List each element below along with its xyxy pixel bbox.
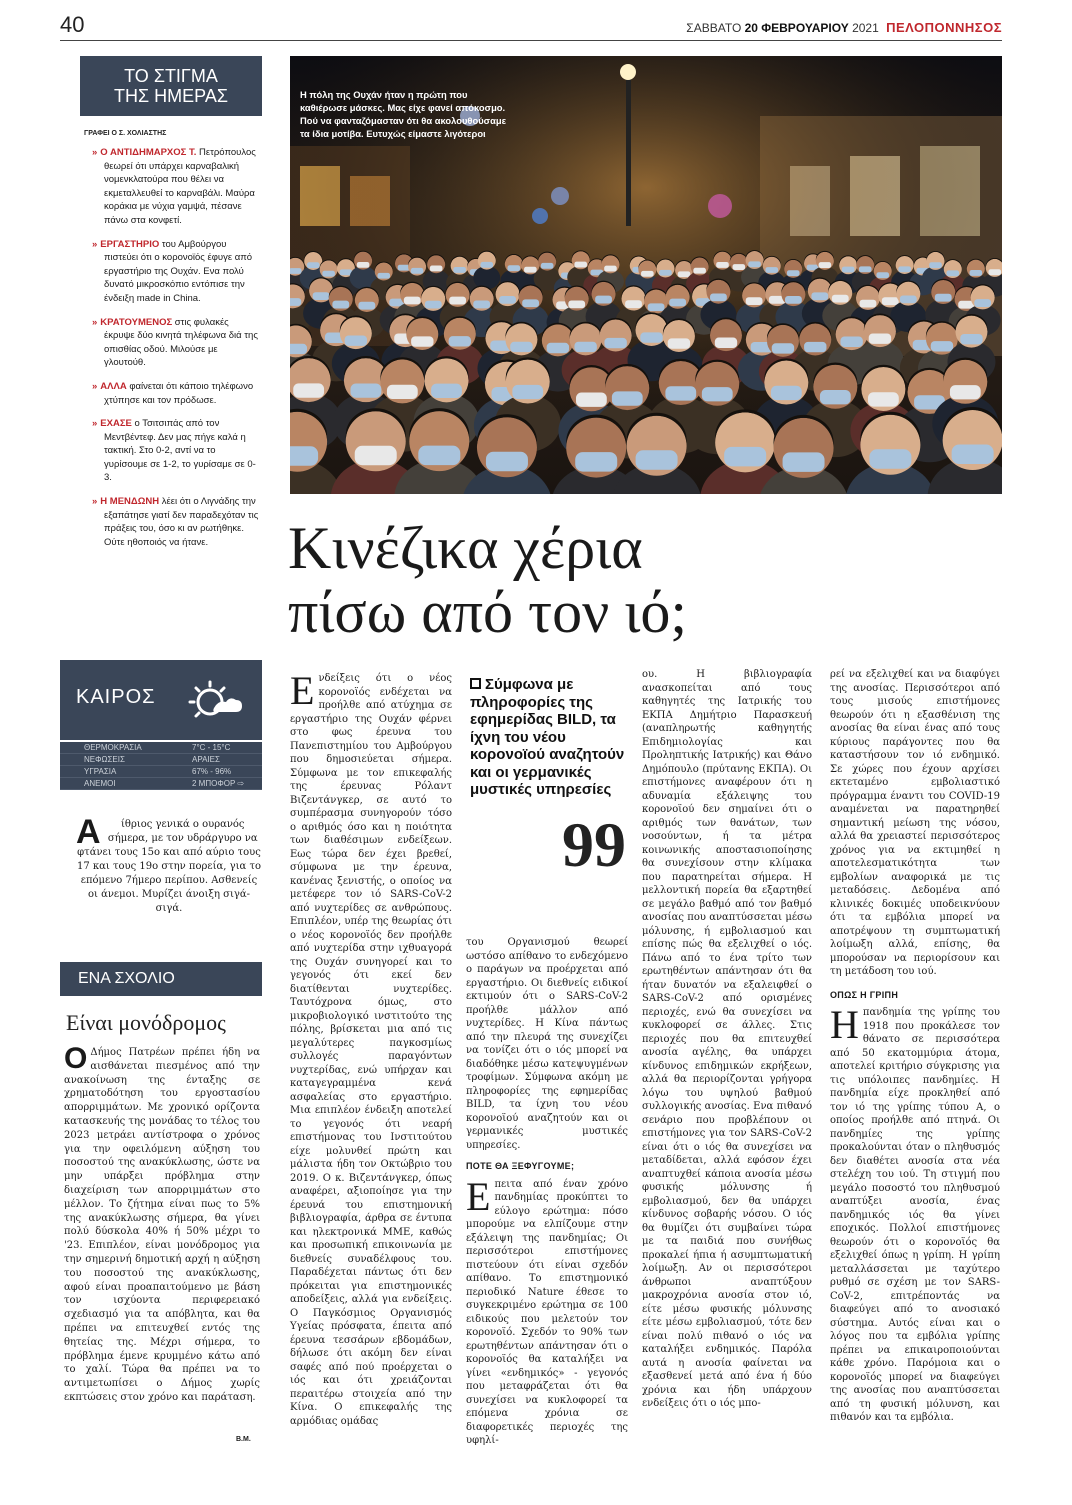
crowd-face-mask: [595, 296, 612, 304]
crowd-face-mask: [290, 446, 318, 466]
crowd-face-mask: [960, 334, 982, 344]
crowd-face-mask: [974, 299, 991, 307]
stigma-section-title: [80, 56, 262, 116]
crowd-face-mask: [840, 337, 862, 347]
crowd-face-mask: [748, 261, 761, 267]
newspaper-name: ΠΕΛΟΠΟΝΝΗΣΟΣ: [886, 20, 1002, 35]
stigma-item: [84, 238, 260, 306]
crowd-face-mask: [322, 271, 335, 277]
crowd-face-mask: [952, 445, 994, 465]
crowd-face-mask: [510, 342, 532, 352]
crowd-face-mask: [746, 297, 763, 305]
crowd-face-mask: [636, 450, 678, 470]
subhead-opos-i-gripi: ΟΠΩΣ Η ΓΡΙΠΗ: [830, 989, 899, 1000]
stigma-item-text: φαίνεται ότι κάποιο τηλέφωνο χτύπησε και τον πρόδωσε.: [104, 380, 254, 406]
date-year: 2021: [848, 21, 879, 35]
weather-text-body: ίθριος γενικά ο ουρανός σήμερα, με τον υδράργυρο να φτάνει τους 15ο και από αύριο τους 17 και τους 19ο στην πορεία, για το επόμενο 7ήμερο περίπου. Ασθενείς οι άνεμοι. Μυρίζει άνοιξη σιγά-σιγά.: [76, 819, 261, 914]
crowd-face-mask: [351, 383, 382, 397]
crowd-face-mask: [868, 392, 899, 406]
stigma-item-text: του Αμβούργου πιστεύει ότι ο κορονοϊός έφυγε από εργαστήριο της Ουχάν. Ενα πολύ δυνατό μικροσκόπιο εντόπισε την ένδειξη made in China.: [104, 238, 253, 304]
article-headline: [288, 516, 1000, 644]
crowd-face-mask: [765, 267, 778, 273]
crowd-face-mask: [900, 295, 917, 303]
article-col4b-text: πανδημία της γρίπης του 1918 που προκάλεσε τον θάνατο σε περισσότερα από 50 εκατομμύρια άτομα, αποτελεί κριτήριο σύγκρισης για τις υπόλοιπες πανδημίες. Η πανδημία είχε προκληθεί από τον ιό της γρίπης τύπου Α, ο οποίος προήλθε από πτηνά. Οι πανδημίες της γρίπης προκαλούνται όταν ο πληθυσμός δεν διαθέτει ανοσία στα νέα στελέχη του ιού. Τη στιγμή που μεγάλο ποσοστό του πληθυσμού αναπτύξει ανοσία, ένας πανδημικός ιός θα γίνει εποχικός. Πολλοί επιστήμονες θεωρούν ότι ο κορονοϊός θα εξελιχθεί όπως η γρίπη. Η γρίπη μεταλλάσσεται με ταχύτερο ρυθμό σε σχέση με τον SARS-CoV-2, επιτρέποντάς να διαφεύγει από το ανοσιακό σύστημα. Αυτός είναι και ο λόγος που τα εμβόλια γρίπης πρέπει να επικαιροποιούνται κάθε χρόνο. Παρόμοια και ο κορονοϊός μπορεί να διαφεύγει της ανοσίας που αναπτύσσεται από τη φυσική μόλυνση, και πιθανόν και τα εμβόλια.: [830, 1007, 1000, 1423]
article-col2b-dropcap: Ε: [466, 1173, 491, 1219]
crowd-face-mask: [411, 336, 433, 346]
crowd-face-mask: [640, 332, 662, 342]
crowd-face-mask: [820, 390, 851, 404]
crowd-face-mask: [453, 267, 466, 273]
pull-quote-text: Σύμφωνα με πληροφορίες της εφημερίδας BILD, τα ίχνη του νέου κορονοϊού αναζητούν και οι γερμανικές μυστικές υπηρεσίες: [470, 676, 625, 798]
crowd-face-mask: [480, 262, 493, 268]
crowd-face-mask: [486, 452, 528, 472]
crowd-face-mask: [449, 297, 466, 305]
crowd-face-mask: [710, 293, 727, 301]
article-column-2-pull: [470, 676, 626, 880]
stigma-item-lead: ΕΡΓΑΣΤΗΡΙΟ: [100, 238, 160, 250]
weather-row: [60, 742, 262, 754]
crowd-face-mask: [431, 384, 462, 398]
stigma-item-lead: Ο ΑΝΤΙΔΗΜΑΡΧΟΣ Τ.: [100, 147, 197, 158]
stigma-item-lead: ΑΛΛΑ: [100, 380, 127, 392]
comment-body: [64, 1042, 260, 1405]
crowd-face-mask: [357, 262, 370, 268]
crowd-face-mask: [358, 302, 375, 310]
comment-section-title: ΕΝΑ ΣΧΟΛΙΟ: [60, 962, 262, 996]
stigma-item: [84, 495, 260, 549]
article-column-2: [466, 936, 628, 1448]
article-col4b-para: [830, 1002, 1000, 1425]
crowd-face-mask: [715, 338, 737, 348]
crowd-face-mask: [290, 298, 301, 306]
crowd-face-mask: [771, 386, 802, 400]
crowd-face-mask: [625, 300, 642, 308]
headline-line1: Κινέζικα χέρια: [288, 515, 643, 581]
crowd-face-mask: [869, 449, 911, 469]
article-col2b-text: πειτα από έναν χρόνο πανδημίας προκύπτει το εύλογο ερώτημα: πόσο μπορούμε να ελπίζουμε στην εξάλειψη της πανδημίας; Οι περισσότεροι επιστήμονες πιστεύουν ότι είναι σχεδόν απίθανο. Το επιστημονικό περιοδικό Nature έθεσε το συγκεκριμένο ερώτημα σε 100 ειδικούς που μελετούν τον κορονοϊό. Σχεδόν το 90% των ερωτηθέντων απάντησαν ότι ο κορονοϊός θα καταλήξει να γίνει «ενδημικός» - γεγονός που μεταφράζεται ότι θα συνεχίσει να κυκλοφορεί τα επόμενα χρόνια σε διαφορετικές περιοχές της υφηλί-: [466, 1178, 628, 1446]
article-col4b-dropcap: Η: [830, 1002, 859, 1047]
weather-row: [60, 778, 262, 790]
crowd-face-mask: [832, 295, 849, 303]
weather-label: ΝΕΦΩΣΕΙΣ: [84, 755, 125, 764]
crowd-face-mask: [387, 385, 418, 399]
crowd-face-mask: [931, 341, 953, 351]
stigma-title-line1: ΤΟ ΣΤΙΓΜΑ: [124, 66, 218, 86]
crowd-face-mask: [449, 336, 471, 346]
crowd-face-mask: [473, 301, 490, 309]
subhead-pote-tha-xefygoume: ΠΟΤΕ ΘΑ ΞΕΦΥΓΟΥΜΕ;: [466, 1161, 575, 1171]
date-prefix: ΣΑΒΒΑΤΟ: [686, 21, 745, 35]
crowd-face-mask: [576, 393, 607, 407]
stigma-item: [84, 417, 260, 485]
crowd-face-mask: [935, 294, 952, 302]
crowd-face-mask: [512, 385, 543, 399]
double-arrow-icon: »: [92, 380, 98, 392]
crowd-face-mask: [678, 271, 691, 277]
double-arrow-icon: »: [92, 496, 98, 508]
date-bold: 20 ΦΕΒΡΟΥΑΡΙΟΥ: [744, 21, 849, 35]
page-number: 40: [60, 12, 85, 37]
stigma-item-lead: ΚΡΑΤΟΥΜΕΝΟΣ: [100, 316, 173, 328]
crowd-face-mask: [950, 385, 981, 399]
weather-header: [60, 660, 262, 740]
crowd-face-mask: [869, 333, 891, 343]
article-col2b-para: [466, 1173, 628, 1448]
crowd-face-mask: [508, 265, 521, 271]
crowd-face-mask: [404, 297, 421, 305]
article-col1-text: νδείξεις ότι ο νέος κορονοϊός ενδέχεται να προήλθε από ατύχημα σε εργαστήριο της Ουχάν φέρνει στο φως έρευνα του Πανεπιστημίου του Αμβούργου που δημοσιεύεται σήμερα. Σύμφωνα με τον επικεφαλής της έρευνας Ρόλαντ Βιζεντάνγκερ, σε αυτό το συμπέρασμα συνηγορούν τόσο ο αριθμός όσο και η ποιότητα των διαθέσιμων ενδείξεων. Εως τώρα δεν έχει βρεθεί, σύμφωνα με την έρευνα, κανένας ξενιστής, ο οποίος να μετέφερε τον ιό SARS-CoV-2 από νυχτερίδες σε ανθρώπους. Επιπλέον, υπέρ της θεωρίας ότι ο νέος κορονοϊός δεν προήλθε από νυχτερίδα στην ιχθυαγορά της Ουχάν συνηγορεί και το γεγονός ότι εκεί δεν διατίθενται νυχτερίδες. Ταυτόχρονα όμως, στο μικροβιολογικό ινστιτούτο της πόλης, βρίσκεται μια από τις μεγαλύτερες παγκοσμίως συλλογές παραγόντων νυχτερίδας, ενώ υπήρχαν και καταγεγραμμένα κενά ασφαλείας στο εργαστήριο. Μια επιπλέον ένδειξη αποτελεί το γεγονός ότι νεαρή επιστήμονας του Ινστιτούτου είχε μολυνθεί πρώτη και μάλιστα ήδη τον Οκτώβριο του 2019. Ο κ. Βιζεντάνγκερ, όπως αναφέρει, αξιοποίησε για την έρευνά του επιστημονική βιβλιογραφία, άρθρα σε έντυπα και ηλεκτρονικά ΜΜΕ, καθώς και προσωπική επικοινωνία με διεθνείς συναδέλφους του. Παραδέχεται πάντως ότι δεν πρόκειται για επιστημονικές αποδείξεις, αλλά για ενδείξεις. Ο Παγκόσμιος Οργανισμός Υγείας πρόσφατα, έπειτα από έρευνα τεσσάρων εβδομάδων, δήλωσε ότι ακόμη δεν είναι σαφές από πού προέρχεται ο ιός και ότι χρειάζονται περαιτέρω στοιχεία από την Κίνα. Ο επικεφαλής της αρμόδιας ομάδας: [290, 673, 452, 1427]
crowd-face-mask: [783, 452, 825, 472]
weather-sun-icon: [188, 676, 244, 726]
crowd-face-mask: [547, 343, 569, 353]
weather-value: ΑΡΑΙΕΣ: [192, 755, 220, 764]
weather-table: [60, 742, 262, 790]
crowd-face-mask: [574, 342, 596, 352]
crowd-face-mask: [772, 343, 794, 353]
crowd-face-mask: [876, 272, 889, 278]
stigma-item-text: Πετρόπουλος θεωρεί ότι υπάρχει καρναβαλική νομενκλατούρα που θέλει να εκμεταλλευθεί το καρναβάλι. Μαύρα κοράκια με νύχια γαμψά, πέσανε πάνω στα κονφετί.: [104, 147, 256, 226]
weather-label: ΥΓΡΑΣΙΑ: [84, 767, 117, 776]
weather-row: [60, 754, 262, 766]
stigma-item-lead: Η ΜΕΝΔΩΝΗ: [100, 496, 160, 508]
crowd-face-mask: [574, 262, 587, 268]
crowd-face-mask: [568, 300, 585, 308]
weather-value: 7°C - 15°C: [192, 743, 231, 752]
crowd-face-mask: [988, 269, 1001, 275]
stigma-item-text: στις φυλακές έκρυψε δύο κινητά τηλέφωνα διά της οπισθίας οδού. Μιλούσε με γλουτούθ.: [104, 316, 258, 369]
stigma-list: [84, 146, 260, 559]
crowd-face-mask: [882, 297, 899, 305]
weather-value: 2 ΜΠΟΦΟΡ ⇨: [192, 779, 245, 788]
crowd-face-mask: [804, 342, 826, 352]
crowd-face-mask: [604, 338, 626, 348]
crowd-face-mask: [332, 301, 349, 309]
double-arrow-icon: »: [92, 238, 98, 250]
double-arrow-icon: »: [92, 316, 98, 328]
crowd-face-mask: [898, 266, 911, 272]
double-arrow-icon: »: [92, 147, 98, 158]
crowd-face-mask: [411, 268, 424, 274]
crowd-face-mask: [929, 262, 942, 268]
crowd-face-mask: [418, 446, 460, 466]
weather-dropcap: Α: [76, 813, 101, 851]
stigma-item-lead: ΕΧΑΣΕ: [100, 418, 132, 430]
stigma-item-text: λέει ότι ο Λιγνάδης την εξαπάτησε γιατί δεν παραδεχόταν τις πράξεις του, όσο κι αν ρωτήθηκε. Ούτε ηθοποιός να ήτανε.: [104, 496, 259, 548]
double-arrow-icon: »: [92, 418, 98, 430]
article-col2-text: του Οργανισμού θεωρεί ωστόσο απίθανο το ενδεχόμενο ο παράγων να προέρχεται από εργαστήριο. Οι διεθνείς ειδικοί εκτιμούν ότι ο SARS-CoV-2 προήλθε μάλλον από νυχτερίδες. Η Κίνα πάντως από την πλευρά της συνεχίζει να τονίζει ότι ο ιός μπορεί να διαδόθηκε μέσω κατεψυγμένων τροφίμων. Σύμφωνα ακόμη με πληροφορίες της εφημερίδας BILD, τα ίχνη του νέου κορονοϊού αναζητούν και οι γερμανικές μυστικές υπηρεσίες.: [466, 937, 628, 1151]
crowd-face-mask: [345, 335, 367, 345]
crowd-face-mask: [430, 266, 443, 272]
article-column-3: [642, 668, 812, 1411]
article-col4a-text: ρεί να εξελιχθεί και να διαφύγει της ανοσίας. Περισσότεροι από τους μισούς επιστήμονες θεωρούν ότι η εξασθένιση της ανοσίας θα είναι ένας από τους κύριους παράγοντες που θα καταστήσουν τον ιό ενδημικό. Σε χώρες που έχουν αρχίσει εκτεταμένο εμβολιαστικό πρόγραμμα έναντι του COVID-19 αναμένεται να παρατηρηθεί σημαντική μείωση της νόσου, αλλά θα χρειαστεί περισσότερος χρόνος για να εκτιμηθεί η αποτελεσματικότητα των εμβολίων αναφορικά με τις μεταδόσεις. Δεδομένα από κλινικές δοκιμές υποδεικνύουν ότι τα εμβόλια μπορεί να αποτρέψουν τη συμπτωματική λοίμωξη αλλά, επίσης, θα μπορούσαν να περιορίσουν και τη μετάδοση του ιού.: [830, 669, 1000, 977]
crowd-face-mask: [946, 270, 959, 276]
stigma-item: [84, 146, 260, 228]
crowd-face-mask: [859, 266, 872, 272]
crowd-face-mask: [604, 266, 617, 272]
crowd-face-mask: [522, 299, 539, 307]
headline-line2: πίσω από τον ιό;: [288, 579, 688, 645]
photo-caption: Η πόλη της Ουχάν ήταν η πρώτη που καθιέρωσε μάσκες. Μας είχε φανεί απόκοσμο. Πού να φανταζόμασταν ότι θα ακολουθούσαμε τα ίδια μοτίβα. Ευτυχώς είμαστε λιγότεροι: [300, 89, 507, 139]
crowd-face-mask: [785, 296, 802, 304]
stigma-byline: ΓΡΑΦΕΙ Ο Σ. ΧΟΛΙΑΣΤΗΣ: [84, 130, 167, 137]
crowd-face-mask: [819, 262, 832, 268]
crowd-face-mask: [499, 296, 516, 304]
crowd-face-mask: [612, 391, 643, 405]
crowd-face-mask: [787, 270, 800, 276]
crowd-face-mask: [970, 270, 983, 276]
crowd-face-mask: [307, 262, 320, 268]
weather-label: ΘΕΡΜΟΚΡΑΣΙΑ: [84, 743, 142, 752]
crowd-face-mask: [842, 267, 855, 273]
crowd-face-mask: [724, 447, 766, 467]
crowd-face-mask: [575, 452, 617, 472]
comment-signature: Β.Μ.: [236, 1436, 251, 1443]
article-col3-text: ου. Η βιβλιογραφία ανασκοπείται από τους καθηγητές της Ιατρικής του ΕΚΠΑ Δημήτριο Παρασκευή (αναπληρωτής καθηγητής Επιδημιολογίας και Προληπτικής Ιατρικής) και Θάνο Δημόπουλο (πρύτανης ΕΚΠΑ). Οι επιστήμονες αναφέρουν ότι η αδυναμία εξάλειψης του κορονοϊού δεν σημαίνει ότι ο αριθμός των θανάτων, των νοσούντων, ή τα μέτρα κοινωνικής αποστασιοποίησης θα συνεχίσουν στην κλίμακα που παρατηρείται σήμερα. Η μελλοντική πορεία θα εξαρτηθεί σε μεγάλο βαθμό από τον βαθμό ανοσίας που αναπτύσσεται μέσω μόλυνσης, ή εμβολιασμού και επίσης πώς θα εξελιχθεί ο ιός. Πάνω από το ένα τρίτο των ερωτηθέντων απάντησαν ότι θα ήταν δυνατόν να εξαλειφθεί ο SARS-CoV-2 από ορισμένες περιοχές, ενώ θα συνεχίσει να κυκλοφορεί σε άλλες. Στις περιοχές που θα επιτευχθεί ανοσία αγέλης, θα υπάρχει κίνδυνος επιδημικών εκρήξεων, αλλά θα περιορίζονται γρήγορα λόγω του υψηλού βαθμού συλλογικής ανοσίας. Ενα πιθανό σενάριο που προβλέπουν οι επιστήμονες για τον SARS-CoV-2 είναι ότι ο ιός θα συνεχίσει να μεταδίδεται, αλλά εφόσον έχει αναπτυχθεί κάποια ανοσία μέσω φυσικής μόλυνσης ή εμβολιασμού, δεν θα υπάρχει κίνδυνος σοβαρής νόσου. Ο ιός θα θυμίζει ότι συμβαίνει τώρα με τα παιδιά που συνήθως προκαλεί ήπια ή ασυμπτωματική λοίμωξη. Αν οι περισσότεροι άνθρωποι αναπτύξουν μακροχρόνια ανοσία στον ιό, είτε μέσω φυσικής μόλυνσης είτε μέσω εμβολιασμού, τότε δεν είναι πολύ πιθανό ο ιός να καταλήξει ενδημικός. Παρόλα αυτά η ανοσία φαίνεται να εξασθενεί μετά από ένα ή δύο χρόνια και ήδη υπάρχουν ενδείξεις ότι ο ιός μπο-: [642, 669, 812, 1409]
crowd-face-mask: [693, 268, 706, 274]
crowd-face-mask: [668, 338, 690, 348]
crowd-face-mask: [811, 292, 828, 300]
header-divider: [60, 40, 1002, 41]
crowd-face-mask: [293, 383, 324, 397]
crowd-face-mask: [716, 262, 729, 268]
pull-quote-square-icon: [470, 678, 481, 689]
crowd-face-mask: [641, 271, 654, 277]
stigma-item-text: ο Τσιτσιπάς από τον Μεντβέντεφ. Δεν μας πήγε καλά η τακτική. Στο 0-2, αντί να το γυρίσουμε σε 1-2, το γυρίσαμε σε 0-3.: [104, 418, 256, 484]
stigma-item: [84, 380, 260, 407]
crowd-face-mask: [290, 268, 302, 274]
header-dateline: [686, 20, 1002, 35]
crowd-face-mask: [648, 303, 665, 311]
crowd-face-mask: [665, 386, 696, 400]
weather-row: [60, 766, 262, 778]
article-column-1: [290, 668, 452, 1428]
quote-mark-icon: 99: [562, 808, 626, 880]
weather-forecast-text: [76, 813, 262, 916]
pull-quote: [470, 676, 626, 799]
crowd-face-mask: [313, 292, 330, 300]
weather-label: ΑΝΕΜΟΙ: [84, 779, 116, 788]
comment-title: Είναι μονόδρομος: [66, 1010, 226, 1035]
crowd-face-mask: [425, 301, 442, 309]
crowd-face-mask: [541, 263, 554, 269]
crowd-face-mask: [860, 300, 877, 308]
comment-dropcap: Ο: [64, 1042, 88, 1075]
stigma-item: [84, 316, 260, 370]
article-dropcap: Ε: [290, 668, 315, 713]
crowd-face-mask: [659, 270, 672, 276]
weather-title: ΚΑΙΡΟΣ: [76, 686, 156, 708]
crowd-face-mask: [355, 446, 397, 466]
crowd-face-mask: [669, 299, 686, 307]
crowd-face-mask: [290, 344, 307, 354]
comment-text: Δήμος Πατρέων πρέπει ήδη να αισθάνεται πιεσμένος από την ανακοίνωση της ένταξης σε χρηματοδότηση του εργοστασίου απορριμμάτων. Με χρονικό ορίζοντα κατασκευής της μονάδας το τέλος του 2023 μετράει αντίστροφα ο χρόνος για την οφειλόμενη αύξηση του ποσοστού της ανακύκλωσης, ώστε να μην υπάρξει πρόβλημα στην διαχείριση των απορριμμάτων στο μέλλον. Το ζήτημα είναι πως το 5% της ανακύκλωσης σήμερα, θα γίνει πολύ δύσκολα 40% ή 50% μέχρι το '23. Επιπλέον, είναι μονόδρομος για την σημερινή δημοτική αρχή η αύξηση του ποσοστού της ανακύκλωσης, αφού είναι προαπαιτούμενο με βάση τον ισχύοντα περιφερειακό σχεδιασμό για τα απόβλητα, και θα πρέπει να επιτευχθεί εντός της θητείας της. Μέχρι σήμερα, το πρόβλημα έμενε κρυμμένο κάτω από το χαλί. Τώρα θα πρέπει να το αντιμετωπίσει ο Δήμος χωρίς εκπτώσεις στον χρόνο και παράταση.: [64, 1047, 260, 1403]
article-column-4: [830, 668, 1000, 1425]
crowd-face-mask: [524, 267, 537, 273]
stigma-title-line2: ΤΗΣ ΗΜΕΡΑΣ: [114, 86, 228, 106]
crowd-face-mask: [702, 387, 733, 401]
crowd-face-mask: [377, 273, 390, 279]
weather-value: 67% - 96%: [192, 767, 232, 776]
crowd-face-mask: [732, 264, 745, 270]
